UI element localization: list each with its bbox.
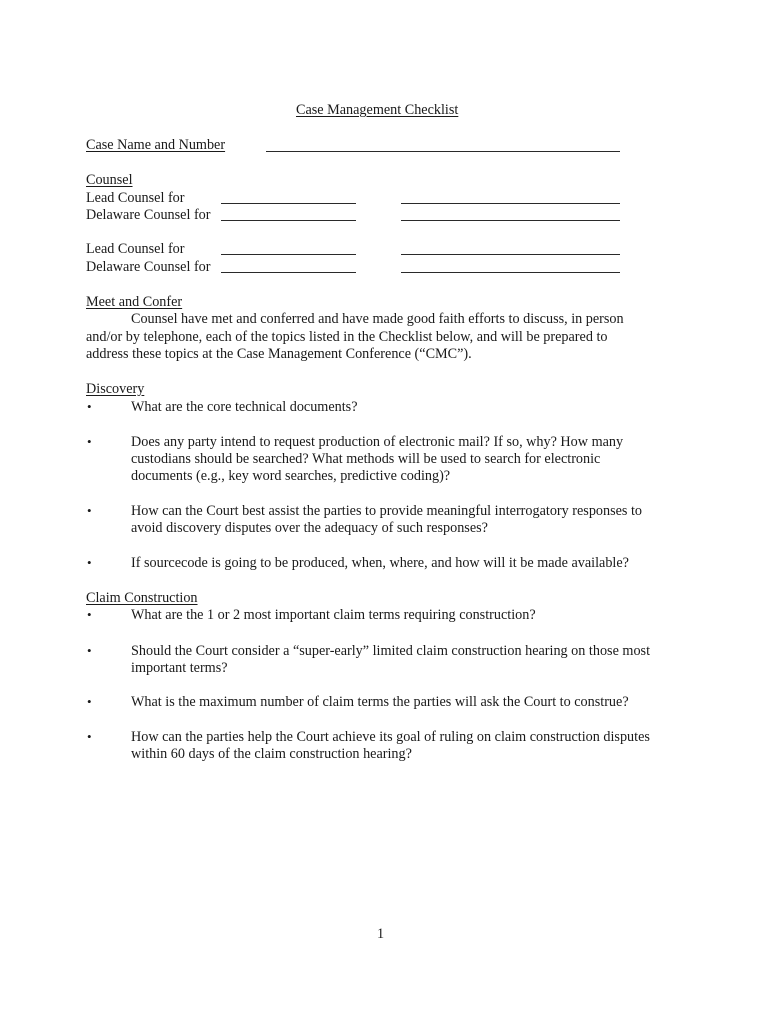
discovery-item-text: How can the Court best assist the parties to provide meaningful interrogatory responses to (131, 503, 643, 519)
lead-counsel-blank-2a (221, 254, 356, 255)
bullet-icon: • (87, 555, 92, 570)
lead-counsel-blank-2b (401, 254, 620, 255)
delaware-counsel-blank-2a (221, 272, 356, 273)
claim-construction-heading: Claim Construction (86, 590, 198, 606)
lead-counsel-blank-1b (401, 203, 620, 204)
discovery-item-text: What are the core technical documents? (131, 399, 358, 415)
bullet-icon: • (87, 503, 92, 518)
case-name-blank-line (266, 151, 620, 152)
discovery-item-text: avoid discovery disputes over the adequacy of such responses? (131, 520, 488, 536)
lead-counsel-label-1: Lead Counsel for (86, 190, 185, 206)
discovery-item-text: Does any party intend to request production of electronic mail? If so, why? How many (131, 434, 624, 450)
meet-confer-heading: Meet and Confer (86, 294, 183, 310)
bullet-icon: • (87, 643, 92, 658)
bullet-icon: • (87, 607, 92, 622)
discovery-item-text: custodians should be searched? What methods will be used to search for electronic (131, 451, 601, 467)
meet-confer-line: address these topics at the Case Management Conference (“CMC”). (86, 346, 472, 362)
claim-item-text: Should the Court consider a “super-early” limited claim construction hearing on those most (131, 643, 651, 659)
discovery-item-text: documents (e.g., key word searches, predictive coding)? (131, 468, 451, 484)
bullet-icon: • (87, 434, 92, 449)
discovery-heading: Discovery (86, 381, 145, 397)
delaware-counsel-label-2: Delaware Counsel for (86, 259, 211, 275)
lead-counsel-blank-1a (221, 203, 356, 204)
page-title: Case Management Checklist (296, 102, 459, 118)
case-name-label: Case Name and Number (86, 137, 226, 153)
claim-item-text: What are the 1 or 2 most important claim terms requiring construction? (131, 607, 536, 623)
meet-confer-line: and/or by telephone, each of the topics listed in the Checklist below, and will be prepared to (86, 329, 608, 345)
claim-item-text: important terms? (131, 660, 228, 676)
counsel-heading: Counsel (86, 172, 133, 188)
meet-confer-line: Counsel have met and conferred and have made good faith efforts to discuss, in person (131, 311, 624, 327)
delaware-counsel-blank-1a (221, 220, 356, 221)
claim-item-text: What is the maximum number of claim terms the parties will ask the Court to construe? (131, 694, 629, 710)
bullet-icon: • (87, 399, 92, 414)
lead-counsel-label-2: Lead Counsel for (86, 241, 185, 257)
claim-item-text: within 60 days of the claim construction hearing? (131, 746, 412, 762)
delaware-counsel-label-1: Delaware Counsel for (86, 207, 211, 223)
bullet-icon: • (87, 694, 92, 709)
claim-item-text: How can the parties help the Court achieve its goal of ruling on claim construction disputes (131, 729, 650, 745)
delaware-counsel-blank-1b (401, 220, 620, 221)
bullet-icon: • (87, 729, 92, 744)
page-number: 1 (377, 926, 385, 942)
delaware-counsel-blank-2b (401, 272, 620, 273)
discovery-item-text: If sourcecode is going to be produced, when, where, and how will it be made available? (131, 555, 629, 571)
